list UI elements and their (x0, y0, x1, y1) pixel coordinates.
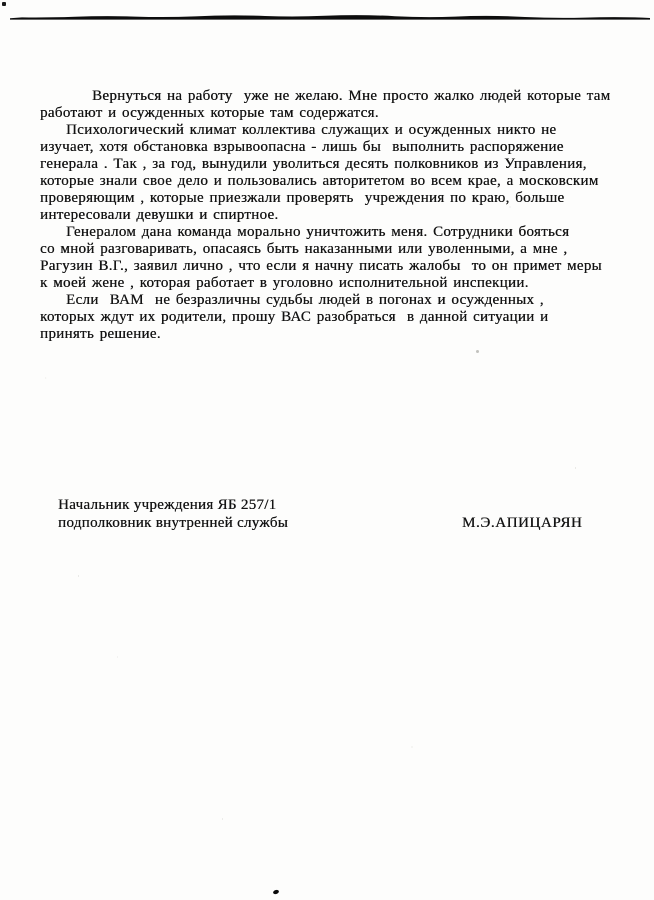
paragraph (40, 88, 620, 122)
text-line: проверяющим , которые приезжали проверять учреждения по краю, больше (40, 190, 565, 206)
text-line: Рагузин В.Г., заявил лично , что если я начну писать жалобы то он примет меры (40, 258, 602, 274)
text-line: работают и осужденных которые там содержатся. (40, 105, 379, 121)
text-line: Генералом дана команда морально уничтожить меня. Сотрудники бояться (66, 224, 570, 240)
text-line: со мной разговаривать, опасаясь быть наказанными или уволенными, а мне , (40, 241, 568, 257)
text-line: которые знали свое дело и пользовались авторитетом во всем крае, а московским (40, 173, 599, 189)
letter-body (40, 88, 620, 343)
scan-corner-speck (2, 2, 6, 6)
text-line: к моей жене , которая работает в уголовно исполнительной инспекции. (40, 275, 529, 291)
paragraph (40, 292, 620, 343)
ink-speck (476, 350, 479, 353)
text-line: Если ВАМ не безразличны судьбы людей в погонах и осужденных , (66, 292, 544, 308)
text-line: Вернуться на работу уже не желаю. Мне просто жалко людей которые там (92, 88, 611, 104)
text-line: интересовали девушки и спиртное. (40, 207, 279, 223)
text-line: генерала . Так , за год, вынудили уволиться десять полковников из Управления, (40, 156, 587, 172)
ink-speck (272, 889, 279, 895)
paragraph (40, 224, 620, 292)
paragraph (40, 122, 620, 224)
signature-block (58, 496, 288, 532)
signature-post-line-1: Начальник учреждения ЯБ 257/1 (58, 497, 277, 513)
text-line: принять решение. (40, 326, 161, 342)
signature-post-line-2: подполковник внутренней службы (58, 515, 289, 531)
text-line: изучает, хотя обстановка взрывоопасна - лишь бы выполнить распоряжение (40, 139, 564, 155)
scan-edge-artifact (10, 10, 650, 22)
text-line: Психологический климат коллектива служащих и осужденных никто не (66, 122, 557, 138)
text-line: которых ждут их родители, прошу ВАС разобраться в данной ситуации и (40, 309, 549, 325)
signatory-name: М.Э.АПИЦАРЯН (462, 515, 583, 531)
